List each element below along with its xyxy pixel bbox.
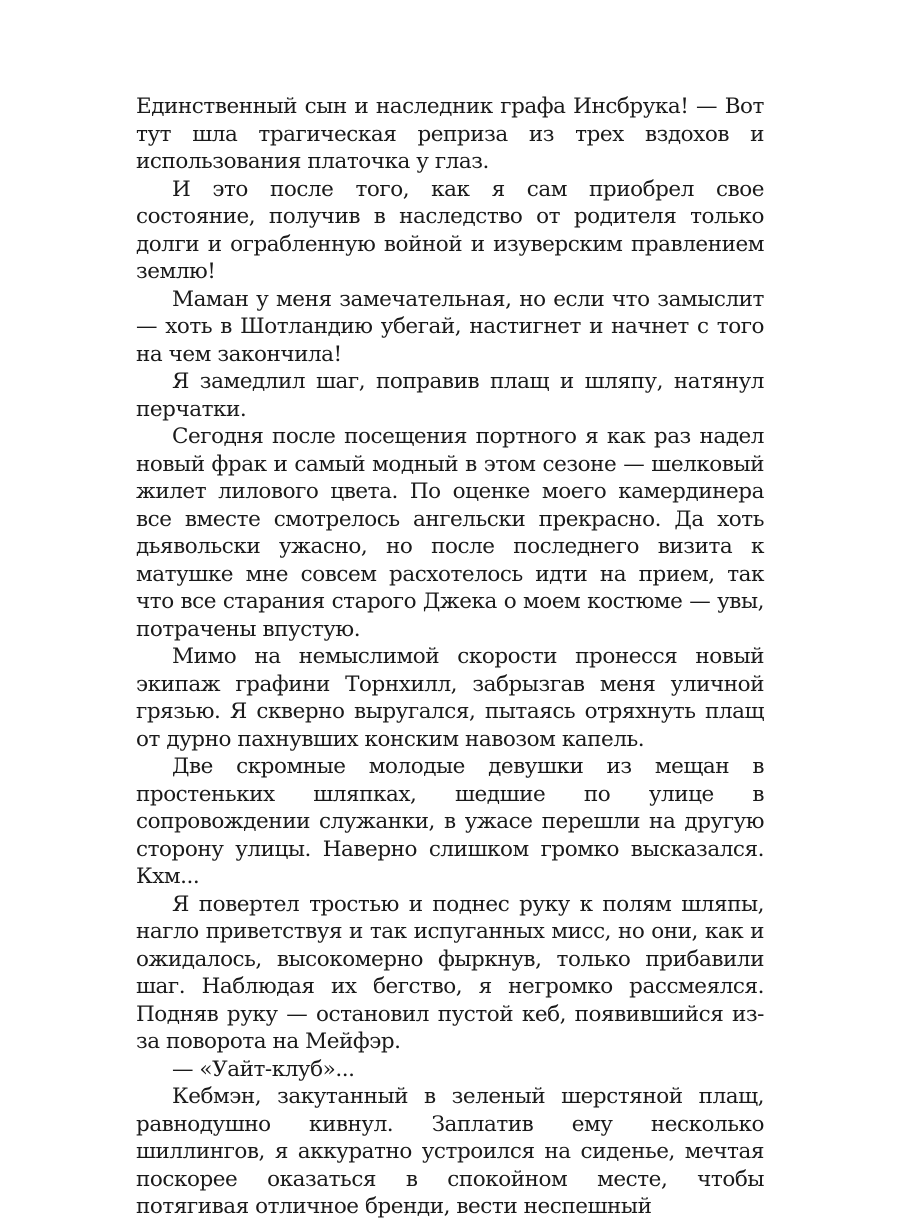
paragraph-3: Маман у меня замечательная, но если что замыслит — хоть в Шотландию убегай, настигнет и начнет с того на чем закончила!: [136, 286, 764, 367]
paragraph-6: Мимо на немыслимой скорости пронесся новый экипаж графини Торнхилл, забрызгав меня уличной грязью. Я скверно выругался, пытаясь отряхнуть плащ от дурно пахнувших конским навозом капель.: [136, 644, 764, 752]
paragraph-10: Кебмэн, закутанный в зеленый шерстяной плащ, равнодушно кивнул. Заплатив ему несколько шиллингов, я аккуратно устроился на сиденье, мечтая поскорее оказаться в спокойном месте, чтобы потягивая отличное бренди, вести неспешный: [136, 1084, 764, 1219]
paragraph-4: Я замедлил шаг, поправив плащ и шляпу, натянул перчатки.: [136, 369, 764, 422]
paragraph-1: Единственный сын и наследник графа Инсбрука! — Вот тут шла трагическая реприза из трех вздохов и использования платочка у глаз.: [136, 94, 764, 174]
paragraph-8: Я повертел тростью и поднес руку к полям шляпы, нагло приветствуя и так испуганных мисс, но они, как и ожидалось, высокомерно фыркнув, только прибавили шаг. Наблюдая их бегство, я негромко рассмеялся. Подняв руку — остановил пустой кеб, появившийся из-за поворота на Мейфэр.: [136, 891, 764, 1054]
paragraph-2: И это после того, как я сам приобрел свое состояние, получив в наследство от родителя только долги и ограбленную войной и изуверским правлением землю!: [136, 176, 764, 284]
paragraph-7: Две скромные молодые девушки из мещан в простеньких шляпках, шедшие по улице в сопровождении служанки, в ужасе перешли на другую сторону улицы. Наверно слишком громко высказался. Кхм...: [136, 754, 764, 889]
paragraph-5: Сегодня после посещения портного я как раз надел новый фрак и самый модный в этом сезоне — шелковый жилет лилового цвета. По оценке моего камердинера все вместе смотрелось ангельски прекрасно. Да хоть дьявольски ужасно, но после последнего визита к матушке мне совсем расхотелось идти на прием, так что все старания старого Джека о моем костюме — увы, потрачены впустую.: [136, 424, 764, 642]
paragraph-9: — «Уайт-клуб»...: [172, 1056, 355, 1082]
book-page-text: [136, 93, 764, 1221]
